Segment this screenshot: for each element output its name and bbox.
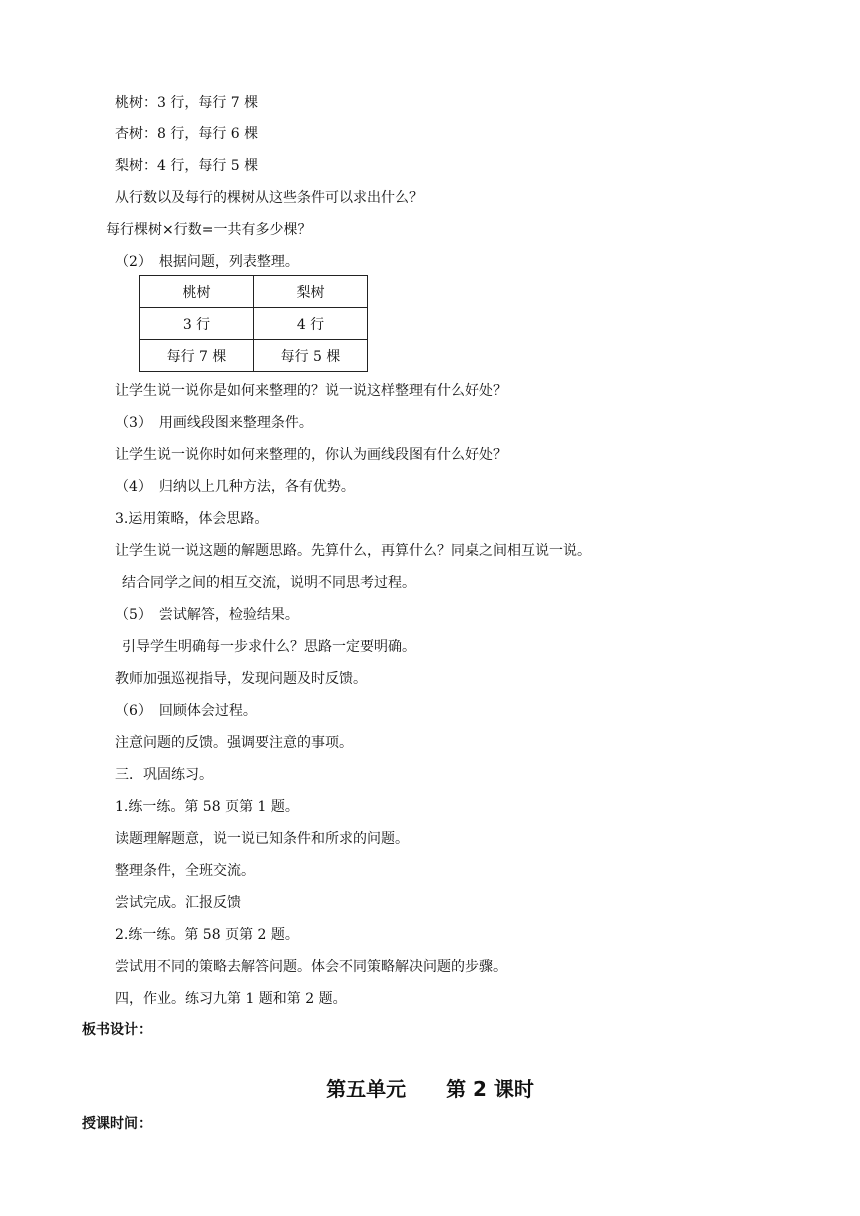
note-line: 注意问题的反馈。强调要注意的事项。 <box>115 735 353 751</box>
class-time-label: 授课时间： <box>82 1116 152 1132</box>
homework-line: 四，作业。练习九第 1 题和第 2 题。 <box>115 991 347 1007</box>
table-row <box>140 340 368 372</box>
table-cell: 3 行 <box>140 308 254 340</box>
step-4: （4） 归纳以上几种方法，各有优势。 <box>115 479 355 495</box>
organize-table <box>139 275 368 372</box>
peach-line: 桃树：3 行，每行 7 棵 <box>115 95 259 111</box>
section-3-heading: 3.运用策略，体会思路。 <box>115 511 269 527</box>
table-cell: 每行 5 棵 <box>254 340 368 372</box>
apricot-line: 杏树：8 行，每行 6 棵 <box>115 126 259 142</box>
guide-line: 引导学生明确每一步求什么？思路一定要明确。 <box>122 639 416 655</box>
practice-1-read: 读题理解题意，说一说已知条件和所求的问题。 <box>115 831 409 847</box>
table-header-row <box>140 276 368 308</box>
exchange-line: 结合同学之间的相互交流，说明不同思考过程。 <box>122 575 416 591</box>
discuss-solve-line: 让学生说一说这题的解题思路。先算什么，再算什么？同桌之间相互说一说。 <box>115 543 591 559</box>
pear-line: 梨树：4 行，每行 5 棵 <box>115 158 259 174</box>
table-cell: 4 行 <box>254 308 368 340</box>
practice-heading: 三．巩固练习。 <box>115 767 213 783</box>
table-header-cell: 桃树 <box>140 276 254 308</box>
discuss-table-line: 让学生说一说你是如何来整理的？说一说这样整理有什么好处？ <box>115 383 507 399</box>
teacher-line: 教师加强巡视指导，发现问题及时反馈。 <box>115 671 367 687</box>
table-row <box>140 308 368 340</box>
step-5: （5） 尝试解答，检验结果。 <box>115 607 299 623</box>
step-6: （6） 回顾体会过程。 <box>115 703 257 719</box>
step-2: （2） 根据问题，列表整理。 <box>115 254 299 270</box>
table-header-cell: 梨树 <box>254 276 368 308</box>
practice-2-try: 尝试用不同的策略去解答问题。体会不同策略解决问题的步骤。 <box>115 959 507 975</box>
practice-1-organize: 整理条件，全班交流。 <box>115 863 255 879</box>
unit-title: 第五单元 第 2 课时 <box>326 1077 534 1101</box>
practice-2: 2.练一练。第 58 页第 2 题。 <box>115 927 299 943</box>
board-design-label: 板书设计： <box>82 1022 152 1038</box>
step-3: （3） 用画线段图来整理条件。 <box>115 415 313 431</box>
discuss-line-diagram: 让学生说一说你时如何来整理的，你认为画线段图有什么好处？ <box>115 447 507 463</box>
practice-1: 1.练一练。第 58 页第 1 题。 <box>115 799 299 815</box>
table-cell: 每行 7 棵 <box>140 340 254 372</box>
question-line: 从行数以及每行的棵树从这些条件可以求出什么？ <box>115 190 423 206</box>
practice-1-try: 尝试完成。汇报反馈 <box>115 895 241 911</box>
formula-line: 每行棵树×行数=一共有多少棵？ <box>106 222 312 238</box>
